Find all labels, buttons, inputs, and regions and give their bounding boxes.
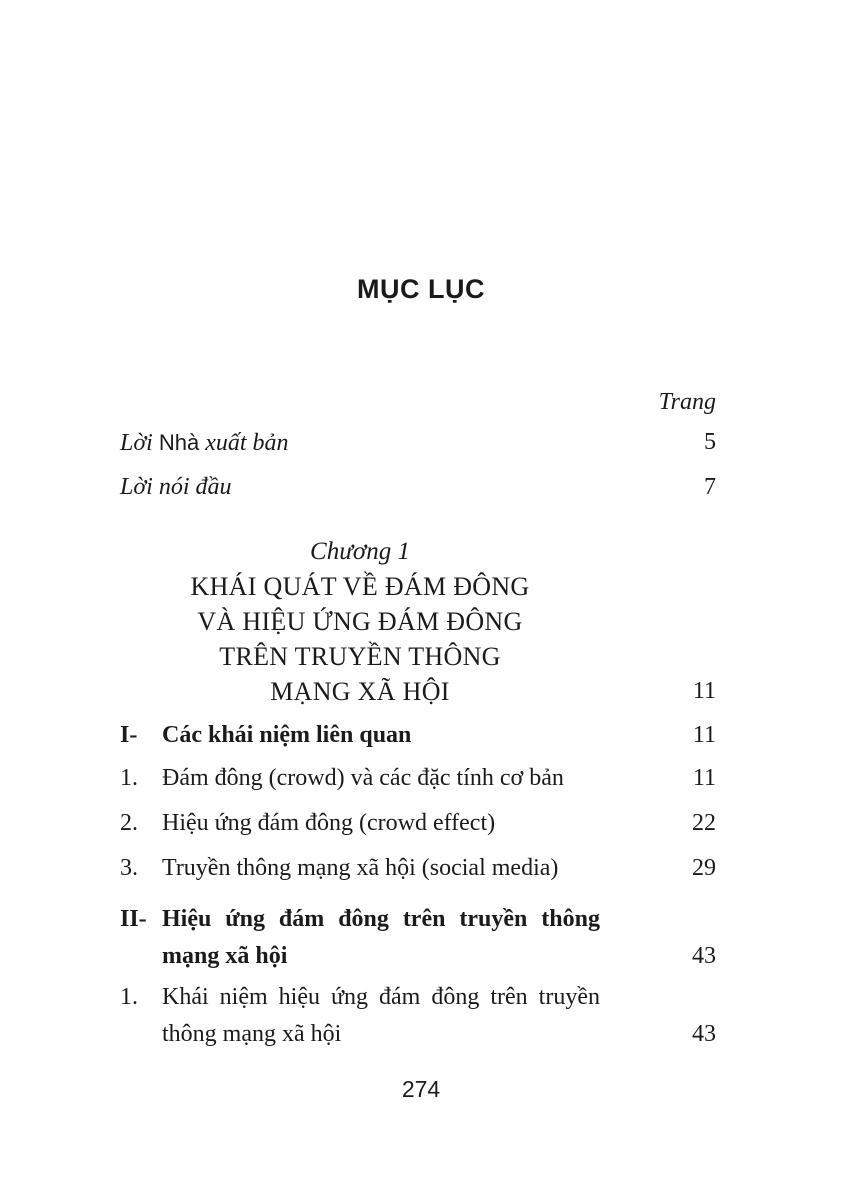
entry-text-italic: xuất bản: [199, 430, 289, 456]
toc-row-loi-nha-xuat-ban: [120, 428, 716, 458]
footer-page-number: 274: [401, 1076, 441, 1102]
toc-entry-item-3: [120, 854, 716, 883]
page-column-header: Trang: [658, 389, 716, 415]
chapter-label: Chương 1: [310, 538, 410, 565]
entry-text-line2: thông mạng xã hội: [162, 1021, 342, 1047]
entry-label: 1.: [120, 765, 138, 791]
toc-entry-item-2: [120, 809, 716, 838]
chapter-title-line: KHÁI QUÁT VỀ ĐÁM ĐÔNG: [190, 572, 530, 601]
entry-text: [120, 428, 600, 458]
page-title: MỤC LỤC: [357, 274, 485, 304]
entry-text-line1: Khái niệm hiệu ứng đám đông trên truyền: [162, 984, 600, 1010]
entry-label: II-: [120, 906, 147, 932]
entry-page-number: 29: [692, 855, 716, 881]
entry-text-upright: Nhà: [158, 430, 200, 455]
toc-entry-item-1: [120, 764, 716, 793]
toc-entry-section-2: [120, 901, 716, 975]
entry-text: Hiệu ứng đám đông (crowd effect): [162, 810, 496, 836]
toc-entry-section-1: [120, 721, 716, 750]
entry-page-number: 43: [692, 1021, 716, 1047]
chapter-heading-inner: [120, 537, 600, 709]
entry-page-number: 11: [692, 765, 716, 791]
chapter-page-number: 11: [692, 678, 716, 704]
entry-page-number: 43: [692, 943, 716, 969]
entry-text: [162, 901, 600, 975]
entry-label: 3.: [120, 855, 138, 881]
entry-text-line1: Hiệu ứng đám đông trên truyền thông: [162, 906, 600, 932]
entry-text-italic: Lời: [120, 430, 159, 456]
entry-page-number: 7: [704, 474, 716, 500]
toc-row-loi-noi-dau: [120, 473, 716, 502]
chapter-title-line: VÀ HIỆU ỨNG ĐÁM ĐÔNG: [197, 607, 523, 636]
entry-label: 2.: [120, 810, 138, 836]
entry-label: 1.: [120, 984, 138, 1010]
toc-entry-item-4: [120, 979, 716, 1053]
entry-text: Các khái niệm liên quan: [162, 722, 412, 748]
entry-label: I-: [120, 722, 138, 748]
entry-page-number: 5: [704, 429, 716, 455]
entry-text: Đám đông (crowd) và các đặc tính cơ bản: [162, 765, 564, 791]
chapter-heading-block: [120, 537, 716, 709]
entry-page-number: 22: [692, 810, 716, 836]
entry-text-line2: mạng xã hội: [162, 943, 288, 969]
entry-text: [162, 979, 600, 1053]
entry-text: Truyền thông mạng xã hội (social media): [162, 855, 559, 881]
entry-text: Lời nói đầu: [120, 474, 232, 500]
chapter-title-line: MẠNG XÃ HỘI: [270, 677, 450, 706]
entry-page-number: 11: [692, 722, 716, 748]
chapter-title-line: TRÊN TRUYỀN THÔNG: [219, 642, 501, 671]
